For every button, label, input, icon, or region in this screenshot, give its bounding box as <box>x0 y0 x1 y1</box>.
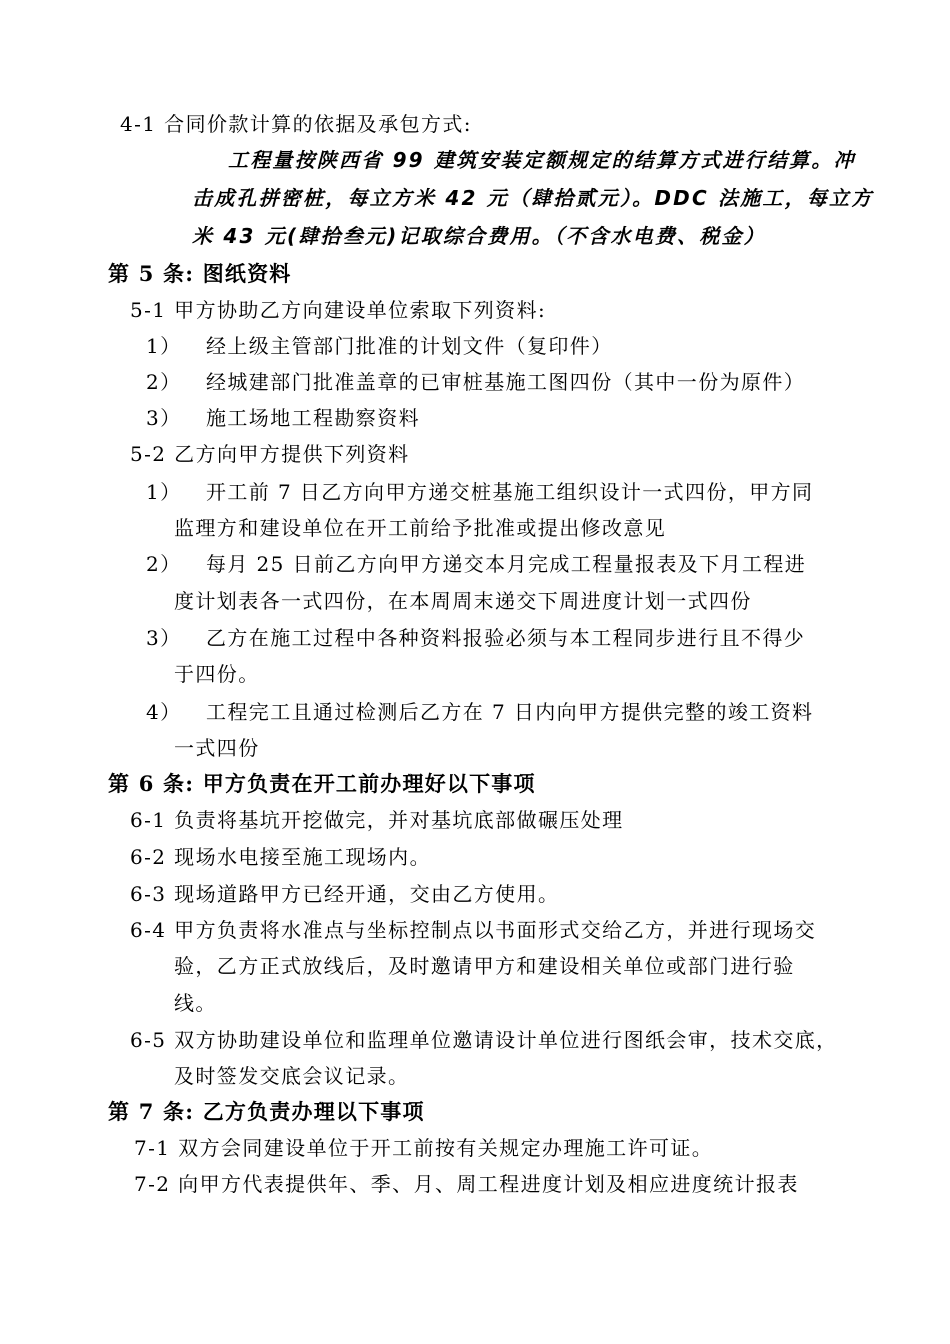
clause-5-2: 5-2 乙方向甲方提供下列资料 <box>130 442 410 466</box>
clause-6-3: 6-3 现场道路甲方已经开通，交由乙方使用。 <box>130 882 560 906</box>
section-5-heading: 第 5 条: 图纸资料 <box>108 261 292 286</box>
list-item <box>146 478 813 506</box>
item-text: 每月 25 日前乙方向甲方递交本月完成工程量报表及下月工程进 <box>206 552 807 576</box>
clause-6-4: 6-4 甲方负责将水准点与坐标控制点以书面形式交给乙方，并进行现场交 <box>130 918 817 942</box>
clause-6-4-continuation: 线。 <box>174 991 217 1015</box>
list-item <box>146 550 806 578</box>
clause-7-2: 7-2 向甲方代表提供年、季、月、周工程进度计划及相应进度统计报表 <box>134 1172 799 1196</box>
item-text: 乙方在施工过程中各种资料报验必须与本工程同步进行且不得少 <box>206 626 806 650</box>
item-number: 4） <box>146 700 182 724</box>
list-item <box>146 332 613 360</box>
list-item <box>146 698 813 726</box>
clause-4-1: 4-1 合同价款计算的依据及承包方式: <box>120 112 472 136</box>
clause-6-5-continuation: 及时签发交底会议记录。 <box>174 1064 410 1088</box>
clause-6-1: 6-1 负责将基坑开挖做完，并对基坑底部做碾压处理 <box>130 808 624 832</box>
item-number: 3） <box>146 626 182 650</box>
item-number: 1） <box>146 334 182 358</box>
handwritten-pricing-line-2: 击成孔拼密桩，每立方米 42 元（肆拾贰元）。DDC 法施工，每立方 <box>192 186 874 210</box>
clause-7-1: 7-1 双方会同建设单位于开工前按有关规定办理施工许可证。 <box>134 1136 714 1160</box>
section-7-heading: 第 7 条: 乙方负责办理以下事项 <box>108 1099 425 1124</box>
list-item-continuation: 监理方和建设单位在开工前给予批准或提出修改意见 <box>174 516 667 540</box>
clause-5-1: 5-1 甲方协助乙方向建设单位索取下列资料: <box>130 298 547 322</box>
list-item-continuation: 于四份。 <box>174 662 260 686</box>
clause-6-2: 6-2 现场水电接至施工现场内。 <box>130 845 431 869</box>
list-item <box>146 368 805 396</box>
item-number: 1） <box>146 480 182 504</box>
clause-6-5: 6-5 双方协助建设单位和监理单位邀请设计单位进行图纸会审，技术交底， <box>130 1028 838 1052</box>
item-text: 施工场地工程勘察资料 <box>206 406 420 430</box>
item-text: 经上级主管部门批准的计划文件（复印件） <box>206 334 613 358</box>
handwritten-pricing-line-1: 工程量按陕西省 99 建筑安装定额规定的结算方式进行结算。冲 <box>228 148 856 172</box>
list-item-continuation: 一式四份 <box>174 736 260 760</box>
list-item <box>146 624 805 652</box>
item-number: 2） <box>146 552 182 576</box>
item-text: 经城建部门批准盖章的已审桩基施工图四份（其中一份为原件） <box>206 370 806 394</box>
clause-6-4-continuation: 验，乙方正式放线后，及时邀请甲方和建设相关单位或部门进行验 <box>174 954 795 978</box>
list-item <box>146 404 420 432</box>
item-number: 2） <box>146 370 182 394</box>
section-6-heading: 第 6 条: 甲方负责在开工前办理好以下事项 <box>108 771 536 796</box>
item-number: 3） <box>146 406 182 430</box>
item-text: 工程完工且通过检测后乙方在 7 日内向甲方提供完整的竣工资料 <box>206 700 814 724</box>
handwritten-pricing-line-3: 米 43 元(肆拾叁元)记取综合费用。（不含水电费、税金） <box>192 224 766 248</box>
list-item-continuation: 度计划表各一式四份，在本周周末递交下周进度计划一式四份 <box>174 589 752 613</box>
item-text: 开工前 7 日乙方向甲方递交桩基施工组织设计一式四份，甲方同 <box>206 480 814 504</box>
